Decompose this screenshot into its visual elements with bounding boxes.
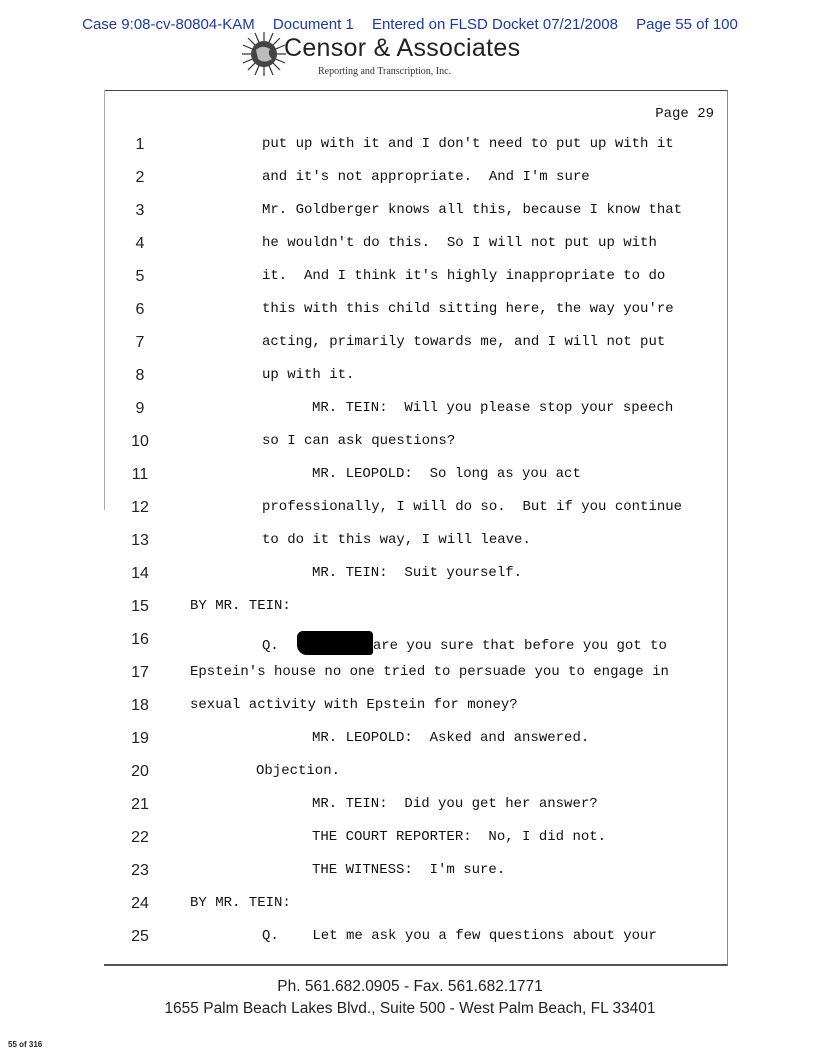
transcript-page-number: Page 29 [655, 106, 714, 122]
transcript-line [0, 691, 820, 724]
line-number: 21 [131, 796, 149, 813]
line-content: THE WITNESS: I'm sure. [312, 862, 506, 878]
footer [0, 976, 820, 1020]
line-text [262, 499, 682, 515]
transcript-line [0, 658, 820, 691]
transcript-line [0, 361, 820, 394]
line-number: 10 [131, 433, 149, 450]
line-text [262, 433, 455, 449]
transcript-line [0, 328, 820, 361]
transcript-line [0, 163, 820, 196]
transcript-line [0, 493, 820, 526]
letterhead-tagline: Reporting and Transcription, Inc. [318, 66, 452, 77]
line-content: Epstein's house no one tried to persuade you to engage in [190, 664, 669, 680]
footer-address: 1655 Palm Beach Lakes Blvd., Suite 500 - West Palm Beach, FL 33401 [164, 1000, 656, 1017]
transcript-line [0, 724, 820, 757]
line-text [256, 763, 340, 779]
line-text [190, 598, 291, 614]
line-content: up with it. [262, 367, 355, 383]
line-number: 16 [131, 631, 149, 648]
line-number: 23 [131, 862, 149, 879]
line-content: so I can ask questions? [262, 433, 456, 449]
line-content: Mr. Goldberger knows all this, because I know that [262, 202, 683, 218]
line-text [190, 697, 518, 713]
line-content: sexual activity with Epstein for money? [190, 697, 518, 713]
transcript-line [0, 790, 820, 823]
line-text [312, 862, 505, 878]
line-text [190, 664, 669, 680]
line-content: to do it this way, I will leave. [262, 532, 531, 548]
docket-page: Page 55 of 100 [636, 16, 738, 33]
transcript-line [0, 130, 820, 163]
line-content: MR. LEOPOLD: So long as you act [312, 466, 581, 482]
transcript-line [0, 460, 820, 493]
line-text [262, 136, 674, 152]
transcript-line [0, 559, 820, 592]
line-number: 2 [135, 169, 145, 186]
line-number: 22 [131, 829, 149, 846]
transcript-line [0, 196, 820, 229]
line-number: 17 [131, 664, 149, 681]
line-content: professionally, I will do so. But if you continue [262, 499, 683, 515]
line-number: 8 [135, 367, 145, 384]
line-content: Q. Let me ask you a few questions about your [262, 928, 657, 944]
line-text [312, 400, 673, 416]
line-number: 15 [131, 598, 149, 615]
line-number: 24 [131, 895, 149, 912]
line-content: Objection. [256, 763, 341, 779]
line-text [262, 235, 657, 251]
line-text [262, 928, 657, 944]
line-text [262, 268, 665, 284]
line-content: MR. LEOPOLD: Asked and answered. [312, 730, 590, 746]
transcript-line [0, 526, 820, 559]
line-text [262, 532, 531, 548]
transcript-line [0, 889, 820, 922]
line-text [312, 829, 606, 845]
footer-contact: Ph. 561.682.0905 - Fax. 561.682.1771 [277, 978, 543, 995]
line-number: 9 [135, 400, 145, 417]
line-content: THE COURT REPORTER: No, I did not. [312, 829, 607, 845]
letterhead-name: Censor & Associates [284, 34, 521, 62]
line-number: 3 [135, 202, 145, 219]
line-number: 18 [131, 697, 149, 714]
line-number: 14 [131, 565, 149, 582]
line-content: BY MR. TEIN: [190, 598, 291, 614]
line-text [262, 334, 665, 350]
line-content: acting, primarily towards me, and I will not put [262, 334, 666, 350]
letterhead-logo [238, 30, 558, 82]
line-content: Q. [262, 638, 279, 654]
line-number: 25 [131, 928, 149, 945]
line-number: 20 [131, 763, 149, 780]
line-number: 5 [135, 268, 145, 285]
line-number: 11 [131, 466, 149, 483]
line-number: 7 [135, 334, 145, 351]
transcript-line [0, 856, 820, 889]
document-number: Document 1 [272, 16, 354, 33]
line-content: MR. TEIN: Will you please stop your speech [312, 400, 674, 416]
page-counter: 55 of 316 [8, 1040, 43, 1049]
line-content: MR. TEIN: Did you get her answer? [312, 796, 598, 812]
case-number: Case 9:08-cv-80804-KAM [82, 16, 255, 33]
transcript-line [0, 757, 820, 790]
line-content: it. And I think it's highly inappropriate to do [262, 268, 666, 284]
transcript-lines [0, 130, 820, 955]
line-text [262, 301, 674, 317]
transcript-line [0, 823, 820, 856]
transcript-line [0, 262, 820, 295]
transcript-line [0, 229, 820, 262]
line-text [312, 796, 598, 812]
line-content: MR. TEIN: Suit yourself. [312, 565, 523, 581]
line-text [262, 202, 682, 218]
line-content: and it's not appropriate. And I'm sure [262, 169, 590, 185]
redaction-block [297, 631, 373, 655]
transcript-line [0, 427, 820, 460]
line-number: 6 [135, 301, 145, 318]
line-number: 12 [131, 499, 149, 516]
line-number: 19 [131, 730, 149, 747]
line-text [312, 565, 522, 581]
line-text [312, 466, 581, 482]
line-content: BY MR. TEIN: [190, 895, 291, 911]
line-number: 1 [135, 136, 145, 153]
globe-emblem-icon [242, 32, 286, 76]
transcript-line [0, 592, 820, 625]
line-text [190, 895, 291, 911]
line-number: 13 [131, 532, 149, 549]
line-text [262, 367, 354, 383]
line-content: he wouldn't do this. So I will not put up with [262, 235, 657, 251]
line-content: put up with it and I don't need to put up with it [262, 136, 674, 152]
line-content: this with this child sitting here, the way you're [262, 301, 674, 317]
line-text [262, 631, 667, 655]
line-number: 4 [135, 235, 145, 252]
line-text [312, 730, 589, 746]
docket-entry: Entered on FLSD Docket 07/21/2008 [371, 16, 618, 33]
line-text [262, 169, 590, 185]
line-content-after-redaction: are you sure that before you got to [372, 638, 667, 654]
transcript-line [0, 394, 820, 427]
transcript-line [0, 625, 820, 658]
transcript-line [0, 295, 820, 328]
transcript-line [0, 922, 820, 955]
